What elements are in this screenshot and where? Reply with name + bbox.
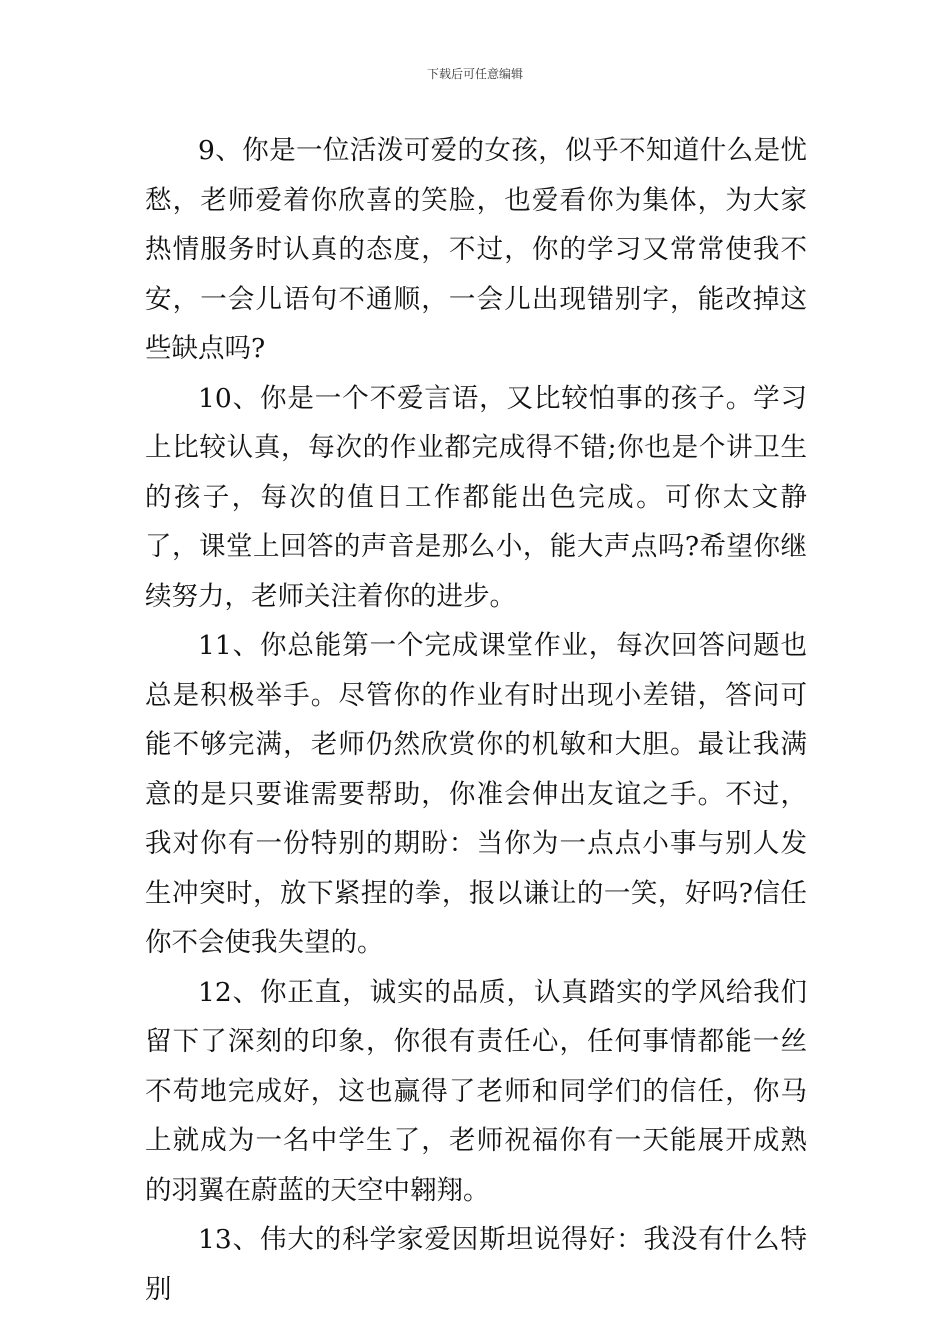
- paragraph-comment-9: 9、你是一位活泼可爱的女孩，似乎不知道什么是忧愁，老师爱着你欣喜的笑脸，也爱看你为集体，为大家热情服务时认真的态度，不过，你的学习又常常使我不安，一会儿语句不通顺，一会儿出现错别字，能改掉这些缺点吗?: [145, 135, 807, 364]
- paragraph-comment-10: 10、你是一个不爱言语，又比较怕事的孩子。学习上比较认真，每次的作业都完成得不错;你也是个讲卫生的孩子，每次的值日工作都能出色完成。可你太文静了，课堂上回答的声音是那么小，能大声点吗?希望你继续努力，老师关注着你的进步。: [145, 382, 807, 612]
- document-body: [145, 126, 807, 1314]
- page-header: 下载后可任意编辑: [426, 67, 523, 81]
- paragraph-comment-11: 11、你总能第一个完成课堂作业，每次回答问题也总是积极举手。尽管你的作业有时出现小差错，答问可能不够完满，老师仍然欣赏你的机敏和大胆。最让我满意的是只要谁需要帮助，你准会伸出友谊之手。不过，我对你有一份特别的期盼：当你为一点点小事与别人发生冲突时，放下紧捏的拳，报以谦让的一笑，好吗?信任你不会使我失望的。: [145, 630, 807, 958]
- paragraph-comment-13: 13、伟大的科学家爱因斯坦说得好：我没有什么特别: [145, 1224, 807, 1305]
- paragraph-comment-12: 12、你正直，诚实的品质，认真踏实的学风给我们留下了深刻的印象，你很有责任心，任何事情都能一丝不苟地完成好，这也赢得了老师和同学们的信任，你马上就成为一名中学生了，老师祝福你有一天能展开成熟的羽翼在蔚蓝的天空中翱翔。: [145, 976, 807, 1206]
